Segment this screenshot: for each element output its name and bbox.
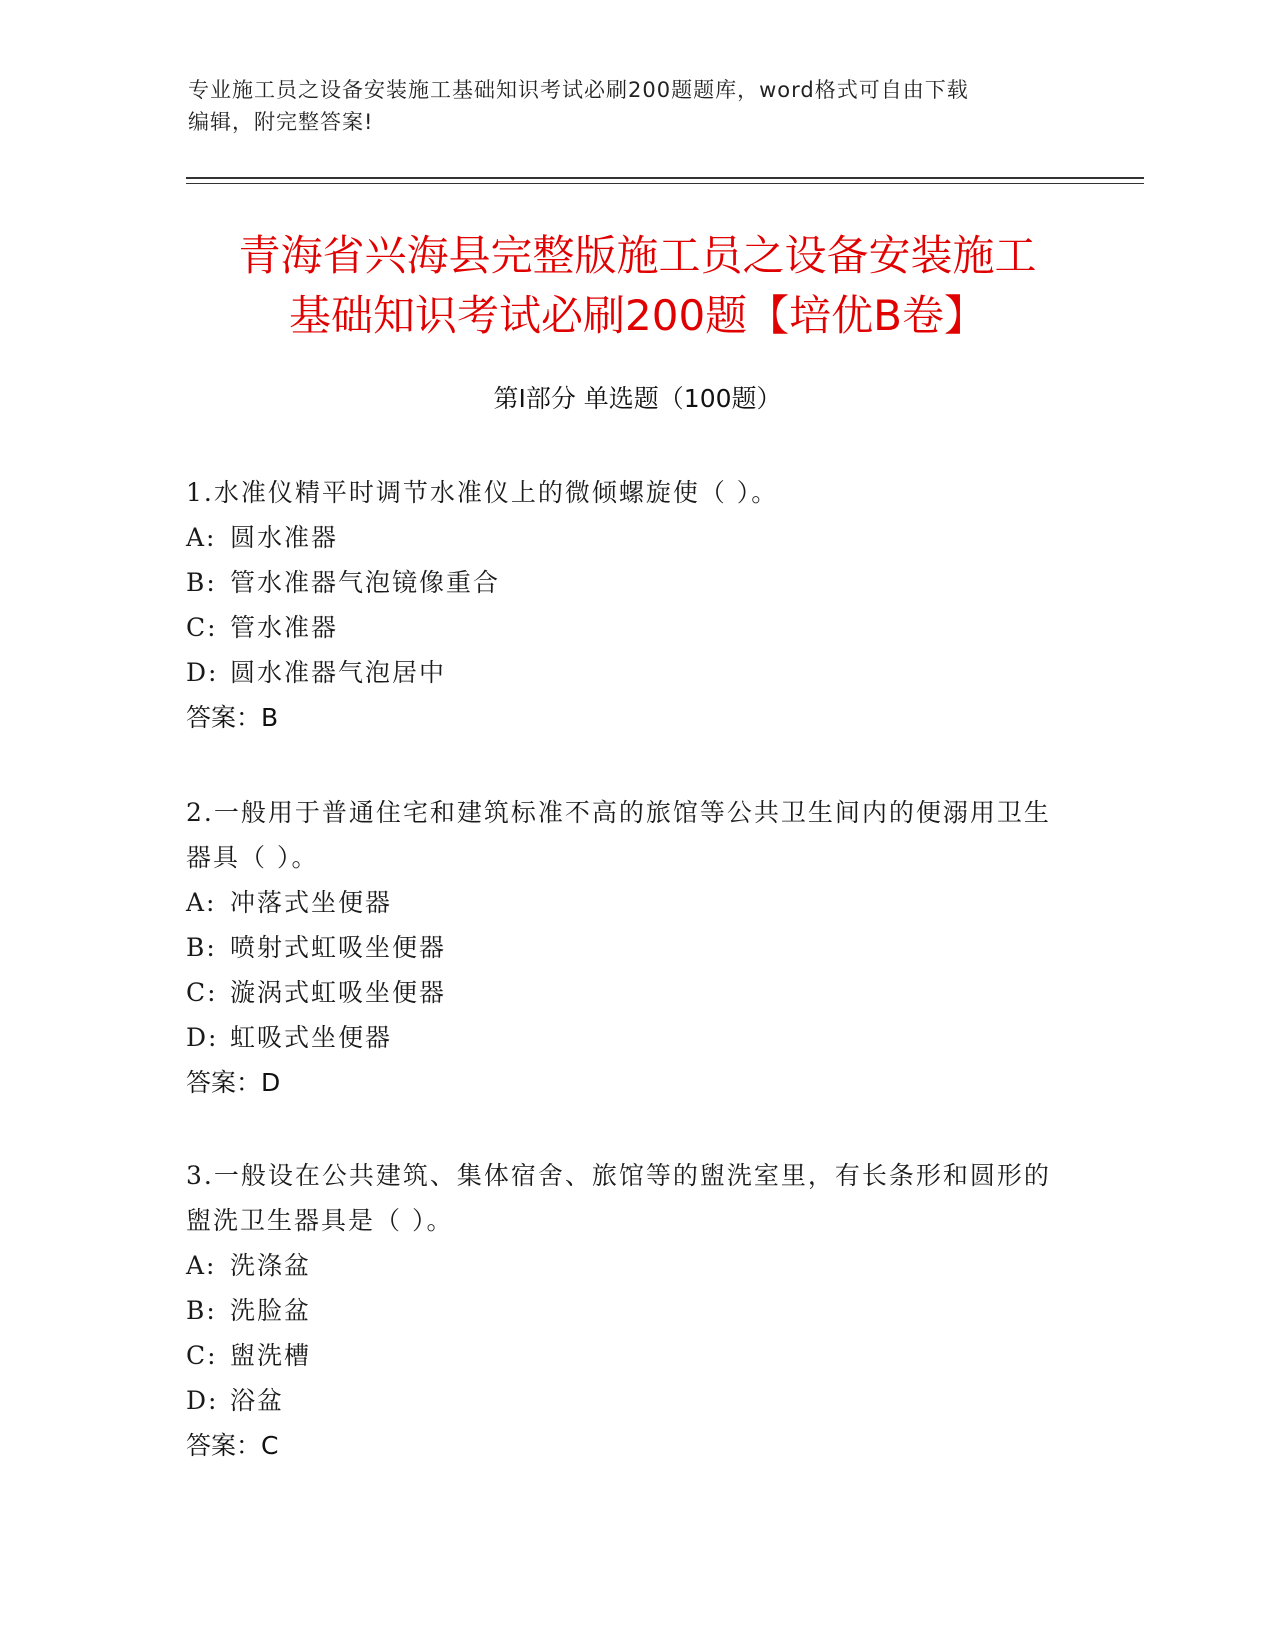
question-text: 3.一般设在公共建筑、集体宿舍、旅馆等的盥洗室里，有长条形和圆形的盥洗卫生器具是（ ）。 <box>186 1161 1051 1235</box>
header-divider-thin <box>186 183 1144 184</box>
option-b <box>186 1288 1066 1333</box>
option-key: C: <box>186 1341 218 1370</box>
option-key: B: <box>186 933 217 962</box>
option-key: B: <box>186 1296 217 1325</box>
option-text: 漩涡式虹吸坐便器 <box>230 978 447 1007</box>
option-b <box>186 560 1066 605</box>
option-d <box>186 650 1066 695</box>
option-b <box>186 925 1066 970</box>
option-key: D: <box>186 1386 219 1415</box>
option-text: 圆水准器 <box>230 523 339 552</box>
answer-label: 答案：B <box>186 703 279 732</box>
option-text: 喷射式虹吸坐便器 <box>230 933 447 962</box>
option-c <box>186 970 1066 1015</box>
document-title <box>140 226 1135 346</box>
option-text: 管水准器气泡镜像重合 <box>230 568 501 597</box>
option-key: C: <box>186 613 218 642</box>
option-text: 浴盆 <box>230 1386 285 1415</box>
option-text: 盥洗槽 <box>230 1341 312 1370</box>
option-key: B: <box>186 568 217 597</box>
header-note-line-2: 编辑，附完整答案! <box>188 110 374 134</box>
option-a <box>186 515 1066 560</box>
option-key: A: <box>186 523 217 552</box>
document-title-line-1: 青海省兴海县完整版施工员之设备安装施工 <box>238 231 1037 280</box>
option-key: A: <box>186 888 217 917</box>
section-heading: 第I部分 单选题（100题） <box>493 384 782 413</box>
option-key: A: <box>186 1251 217 1280</box>
question-text: 1.水准仪精平时调节水准仪上的微倾螺旋使（ ）。 <box>186 478 779 507</box>
answer-label: 答案：C <box>186 1431 279 1460</box>
document-title-line-2: 基础知识考试必刷200题【培优B卷】 <box>289 291 986 340</box>
option-c <box>186 605 1066 650</box>
option-text: 虹吸式坐便器 <box>230 1023 393 1052</box>
question-2 <box>186 790 1066 1105</box>
option-d <box>186 1378 1066 1423</box>
option-text: 冲落式坐便器 <box>230 888 393 917</box>
question-text: 2.一般用于普通住宅和建筑标准不高的旅馆等公共卫生间内的便溺用卫生器具（ ）。 <box>186 798 1051 872</box>
option-a <box>186 1243 1066 1288</box>
option-key: D: <box>186 1023 219 1052</box>
answer-label: 答案：D <box>186 1068 281 1097</box>
header-note-line-1: 专业施工员之设备安装施工基础知识考试必刷200题题库，word格式可自由下载 <box>188 78 969 102</box>
question-3 <box>186 1153 1066 1468</box>
option-text: 圆水准器气泡居中 <box>230 658 447 687</box>
option-d <box>186 1015 1066 1060</box>
question-1 <box>186 470 1066 740</box>
header-divider-thick <box>186 177 1144 179</box>
option-key: D: <box>186 658 219 687</box>
option-text: 洗涤盆 <box>230 1251 312 1280</box>
header-note <box>188 74 1088 138</box>
option-key: C: <box>186 978 218 1007</box>
option-text: 管水准器 <box>230 613 339 642</box>
option-text: 洗脸盆 <box>230 1296 312 1325</box>
option-c <box>186 1333 1066 1378</box>
option-a <box>186 880 1066 925</box>
